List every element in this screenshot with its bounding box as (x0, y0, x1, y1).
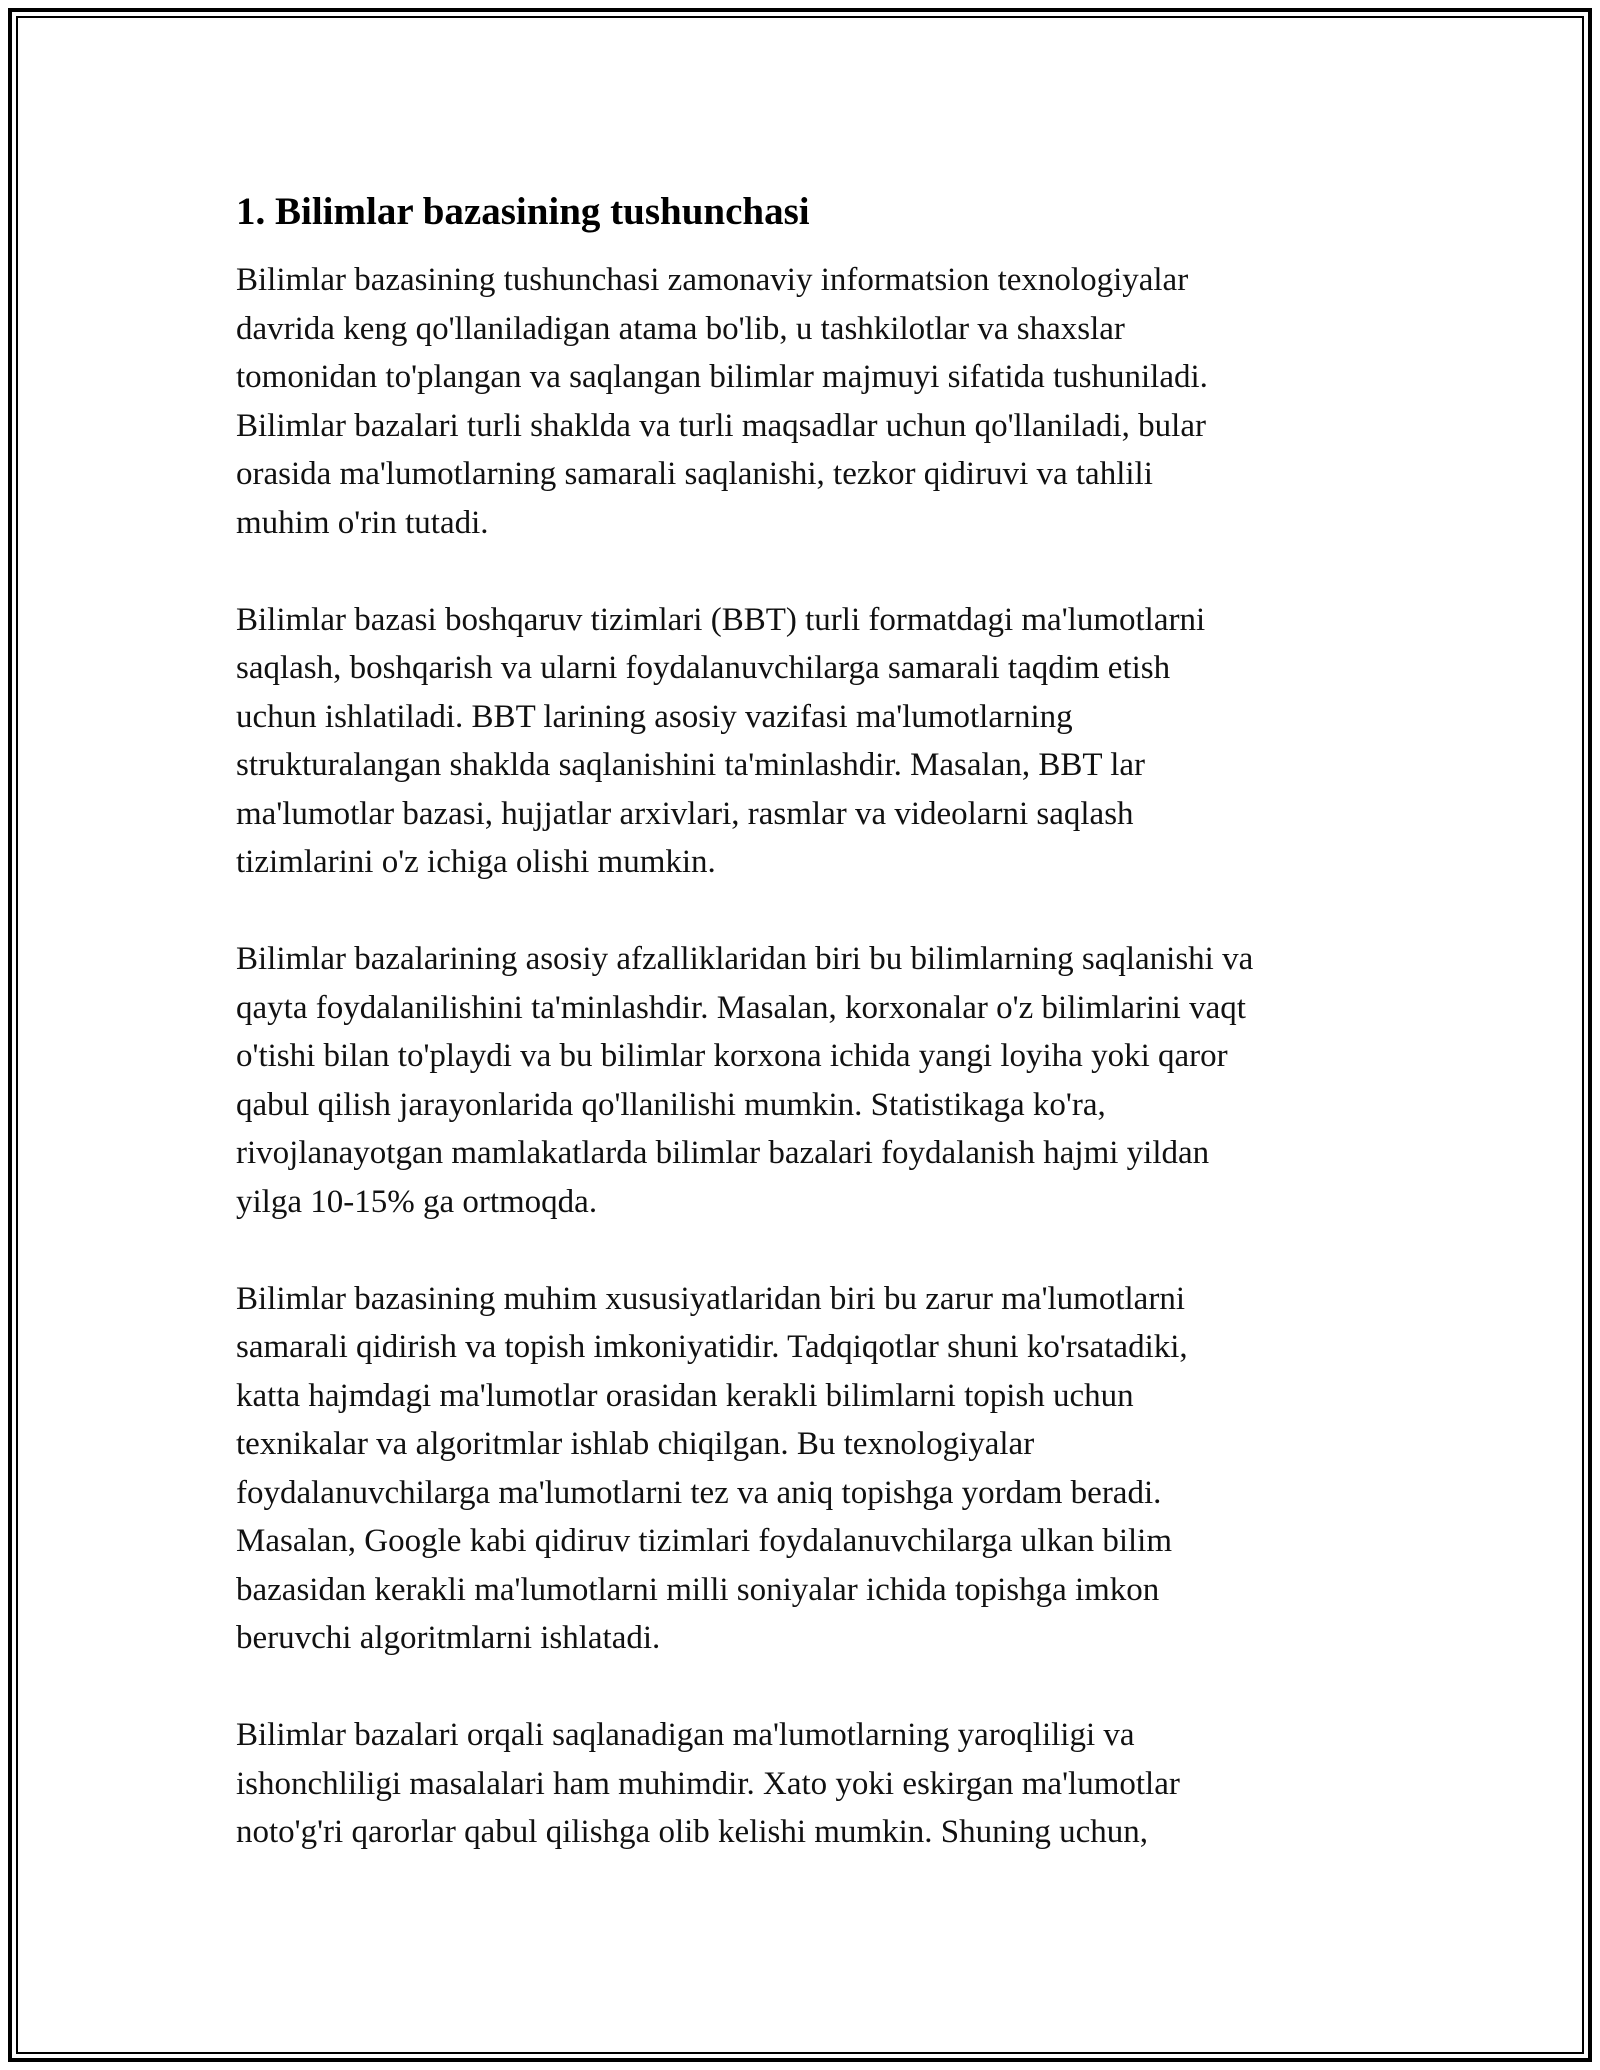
text-line: Bilimlar bazalari orqali saqlanadigan ma'lumotlarning yaroqliligi va (236, 1717, 1135, 1753)
text-line: uchun ishlatiladi. BBT larining asosiy vazifasi ma'lumotlarning (236, 698, 1073, 735)
text-line: o'tishi bilan to'playdi va bu bilimlar korxona ichida yangi loyiha yoki qaror (236, 1038, 1228, 1074)
text-line: rivojlanayotgan mamlakatlarda bilimlar bazalari foydalanish hajmi yildan (236, 1135, 1210, 1171)
text-line: bazasidan kerakli ma'lumotlarni milli soniyalar ichida topishga imkon (236, 1571, 1160, 1608)
text-line: saqlash, boshqarish va ularni foydalanuvchilarga samarali taqdim etish (236, 650, 1171, 686)
text-line: qayta foydalanilishini ta'minlashdir. Masalan, korxonalar o'z bilimlarini vaqt (236, 989, 1246, 1026)
text-line: muhim o'rin tutadi. (236, 504, 489, 541)
paragraph-3 (236, 935, 1386, 1226)
paragraph-2 (236, 596, 1386, 887)
text-line: katta hajmdagi ma'lumotlar orasidan kerakli bilimlarni topish uchun (236, 1377, 1134, 1414)
text-line: beruvchi algoritmlarni ishlatadi. (236, 1620, 661, 1656)
text-line: ma'lumotlar bazasi, hujjatlar arxivlari, rasmlar va videolarni saqlash (236, 795, 1134, 832)
paragraph-4 (236, 1275, 1386, 1663)
text-line: Bilimlar bazasining tushunchasi zamonaviy informatsion texnologiyalar (236, 262, 1189, 298)
text-line: qabul qilish jarayonlarida qo'llanilishi mumkin. Statistikaga ko'ra, (236, 1086, 1106, 1123)
text-line: Bilimlar bazalarining asosiy afzalliklaridan biri bu bilimlarning saqlanishi va (236, 941, 1254, 977)
text-line: foydalanuvchilarga ma'lumotlarni tez va aniq topishga yordam beradi. (236, 1474, 1162, 1511)
text-line: strukturalangan shaklda saqlanishini ta'minlashdir. Masalan, BBT lar (236, 747, 1145, 783)
text-line: Bilimlar bazasining muhim xususiyatlaridan biri bu zarur ma'lumotlarni (236, 1280, 1185, 1317)
text-line: davrida keng qo'llaniladigan atama bo'lib, u tashkilotlar va shaxslar (236, 310, 1125, 347)
text-line: Bilimlar bazasi boshqaruv tizimlari (BBT) turli formatdagi ma'lumotlarni (236, 601, 1206, 638)
text-line: tizimlarini o'z ichiga olishi mumkin. (236, 844, 716, 880)
text-line: samarali qidirish va topish imkoniyatidir. Tadqiqotlar shuni ko'rsatadiki, (236, 1329, 1188, 1365)
text-line: tomonidan to'plangan va saqlangan bilimlar majmuyi sifatida tushuniladi. (236, 359, 1208, 395)
section-heading: 1. Bilimlar bazasining tushunchasi (236, 190, 810, 233)
text-line: noto'g'ri qarorlar qabul qilishga olib kelishi mumkin. Shuning uchun, (236, 1814, 1148, 1850)
text-line: texnikalar va algoritmlar ishlab chiqilgan. Bu texnologiyalar (236, 1426, 1035, 1462)
text-line: ishonchliligi masalalari ham muhimdir. Xato yoki eskirgan ma'lumotlar (236, 1765, 1180, 1802)
document-body (236, 186, 1386, 1905)
paragraph-1 (236, 256, 1386, 547)
text-line: Masalan, Google kabi qidiruv tizimlari foydalanuvchilarga ulkan bilim (236, 1523, 1172, 1559)
text-line: Bilimlar bazalari turli shaklda va turli maqsadlar uchun qo'llaniladi, bular (236, 407, 1206, 444)
text-line: yilga 10-15% ga ortmoqda. (236, 1183, 598, 1220)
text-line: orasida ma'lumotlarning samarali saqlanishi, tezkor qidiruvi va tahlili (236, 456, 1153, 492)
paragraph-5 (236, 1711, 1386, 1857)
